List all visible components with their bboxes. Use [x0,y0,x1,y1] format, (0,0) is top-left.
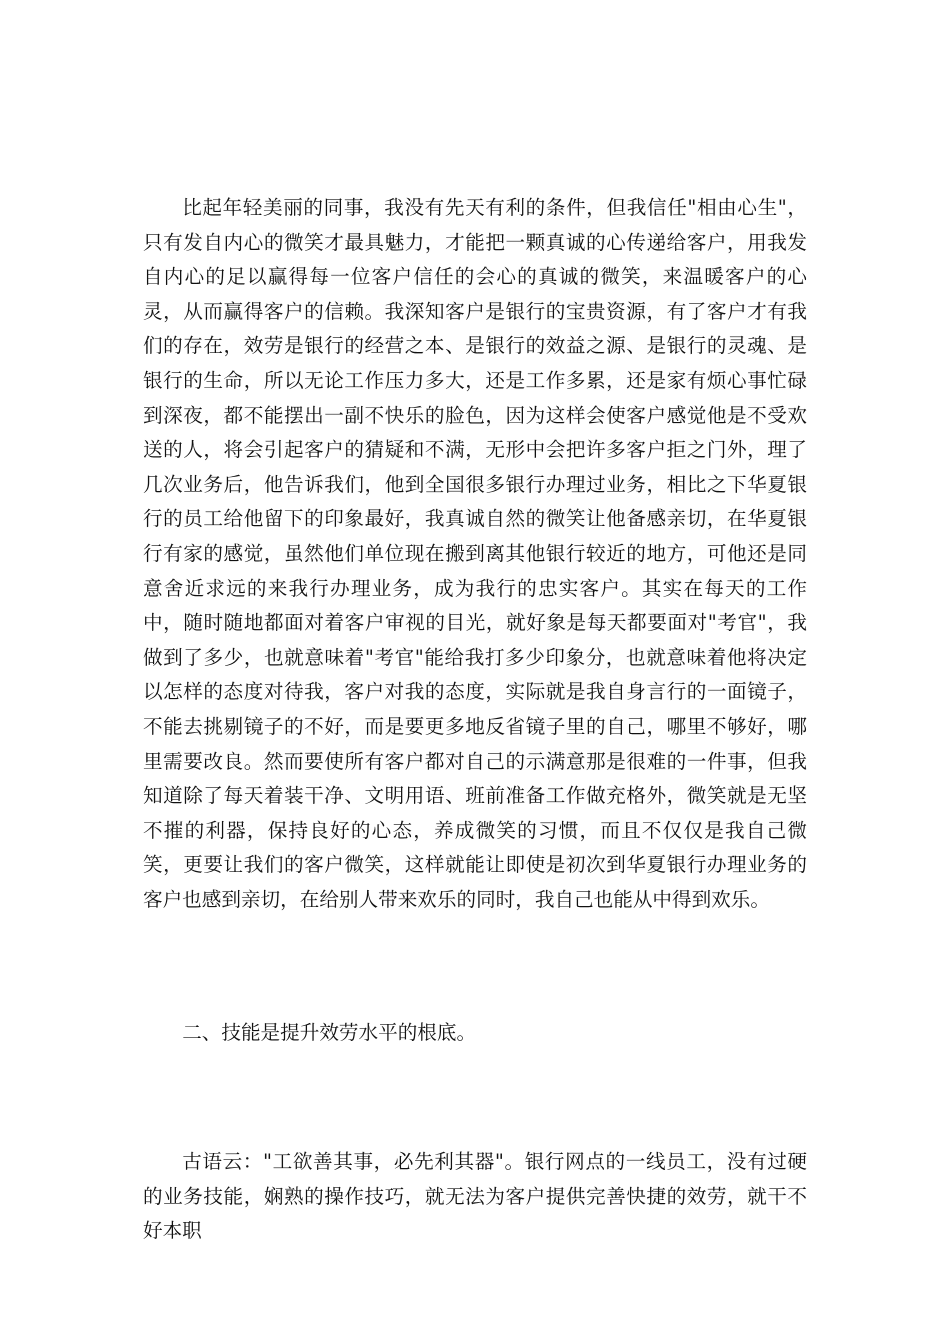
section-heading-skills: 二、技能是提升效劳水平的根底。 [182,1021,477,1044]
body-paragraph-proverb: 古语云："工欲善其事，必先利其器"。银行网点的一线员工，没有过硬的业务技能，娴熟的操作技巧，就无法为客户提供完善快捷的效劳，就干不好本职 [143,1150,807,1243]
body-paragraph-smile: 比起年轻美丽的同事，我没有先天有利的条件，但我信任"相由心生"，只有发自内心的微笑才最具魅力，才能把一颗真诚的心传递给客户，用我发自内心的足以赢得每一位客户信任的会心的真诚的微笑，来温暖客户的心灵，从而赢得客户的信赖。我深知客户是银行的宝贵资源，有了客户才有我们的存在，效劳是银行的经营之本、是银行的效益之源、是银行的灵魂、是银行的生命，所以无论工作压力多大，还是工作多累，还是家有烦心事忙碌到深夜，都不能摆出一副不快乐的脸色，因为这样会使客户感觉他是不受欢送的人，将会引起客户的猜疑和不满，无形中会把许多客户拒之门外，理了几次业务后，他告诉我们，他到全国很多银行办理过业务，相比之下华夏银行的员工给他留下的印象最好，我真诚自然的微笑让他备感亲切，在华夏银行有家的感觉，虽然他们单位现在搬到离其他银行较近的地方，可他还是同意舍近求远的来我行办理业务，成为我行的忠实客户。其实在每天的工作中，随时随地都面对着客户审视的目光，就好象是每天都要面对"考官"，我做到了多少，也就意味着"考官"能给我打多少印象分，也就意味着他将决定以怎样的态度对待我，客户对我的态度，实际就是我自身言行的一面镜子，不能去挑剔镜子的不好，而是要更多地反省镜子里的自己，哪里不够好，哪里需要改良。然而要使所有客户都对自己的示满意那是很难的一件事，但我知道除了每天着装干净、文明用语、班前准备工作做充格外，微笑就是无坚不摧的利器，保持良好的心态，养成微笑的习惯，而且不仅仅是我自己微笑，更要让我们的客户微笑，这样就能让即使是初次到华夏银行办理业务的客户也感到亲切，在给别人带来欢乐的同时，我自己也能从中得到欢乐。 [143,196,807,911]
